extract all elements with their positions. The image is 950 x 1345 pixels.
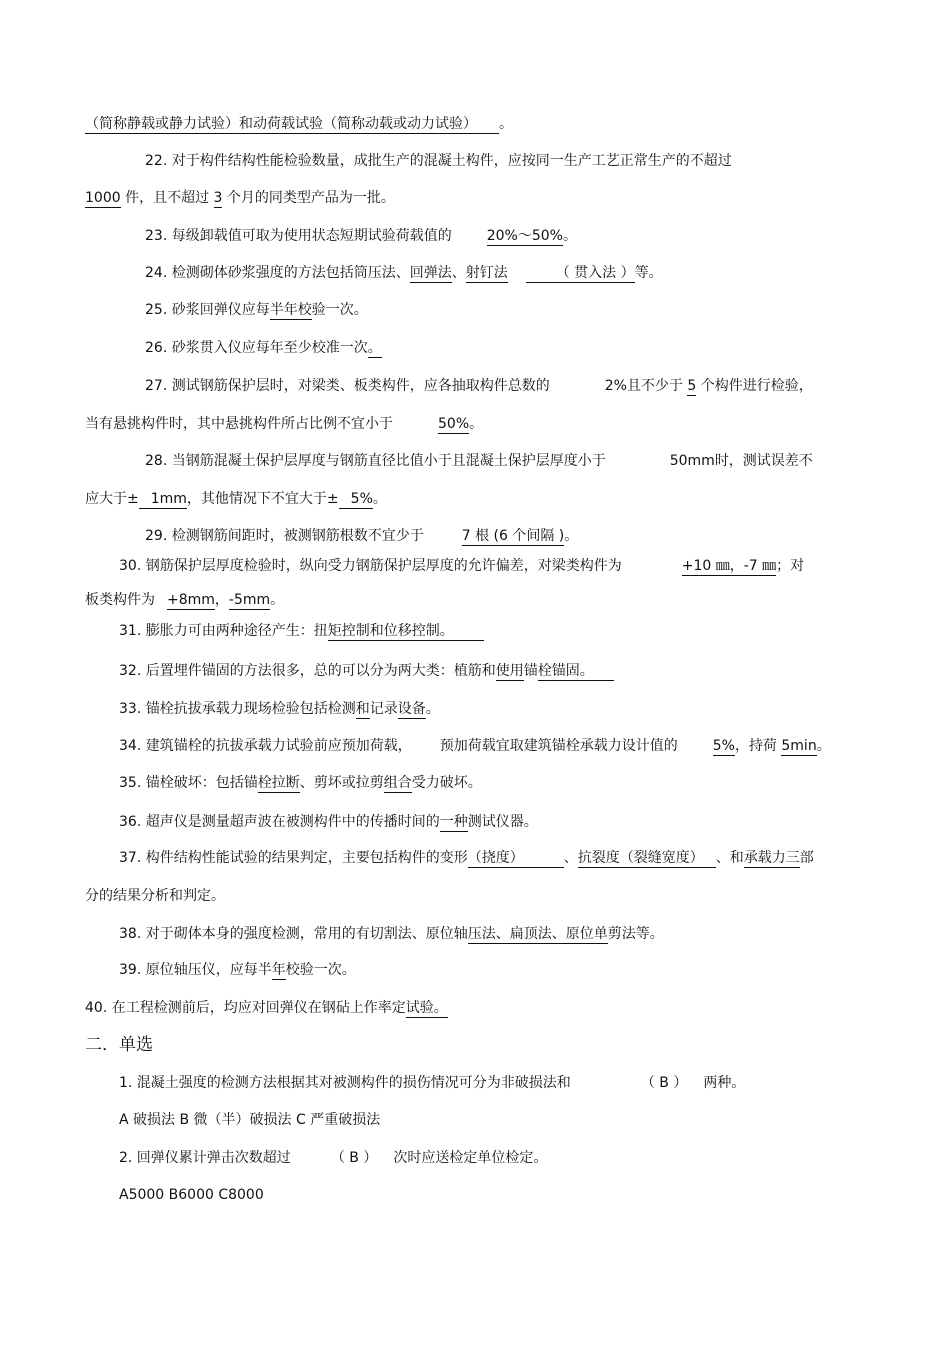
question-27: 27. 测试钢筋保护层时，对梁类、板类构件，应各抽取构件总数的 2%且不少于 5 个构件进行检验， bbox=[145, 378, 813, 394]
question-38: 38. 对于砌体本身的强度检测，常用的有切割法、原位轴压法、扁顶法、原位单剪法等。 bbox=[119, 926, 664, 942]
answer-blank: 1mm bbox=[139, 491, 187, 509]
question-28-line2: 应大于± 1mm，其他情况下不宜大于± 5%。 bbox=[85, 491, 387, 507]
answer-blank: 使用 bbox=[495, 663, 524, 679]
answer-blank: 5% bbox=[339, 491, 373, 509]
question-40: 40. 在工程检测前后，均应对回弹仪在钢砧上作率定试验。 bbox=[85, 1000, 448, 1016]
answer-blank: 50% bbox=[438, 416, 470, 432]
answer-blank: 抗裂度（裂缝宽度） bbox=[578, 850, 716, 868]
single-choice-1: 1. 混凝土强度的检测方法根据其对被测构件的损伤情况可分为非破损法和 （ B ） 两种。 bbox=[119, 1075, 746, 1091]
question-32: 32. 后置埋件锚固的方法很多，总的可以分为两大类：植筋和使用锚栓锚固。 bbox=[119, 661, 614, 681]
answer-blank: 年 bbox=[271, 962, 286, 978]
single-choice-1-options: A 破损法 B 微（半）破损法 C 严重破损法 bbox=[119, 1112, 381, 1128]
answer-blank: 半年校 bbox=[269, 302, 312, 318]
answer-blank: 设备 bbox=[397, 701, 426, 717]
section-heading: 二．单选 bbox=[85, 1035, 153, 1055]
answer-blank: 。 bbox=[367, 340, 382, 356]
answer-blank: 栓锚固。 bbox=[538, 663, 614, 681]
answer-blank: 射钉法 bbox=[465, 265, 508, 281]
answer-blank: 压法、扁顶法、原位单 bbox=[467, 926, 608, 942]
answer-blank: 和 bbox=[355, 701, 370, 717]
answer-blank: 栓拉断 bbox=[257, 775, 300, 791]
answer-blank: +10 ㎜，-7 ㎜ bbox=[681, 558, 777, 574]
answer-blank: 回弹法 bbox=[409, 265, 452, 281]
question-27-line2: 当有悬挑构件时，其中悬挑构件所占比例不宜小于 50%。 bbox=[85, 416, 484, 432]
question-37-line2: 分的结果分析和判定。 bbox=[85, 888, 225, 904]
answer-blank: 5 bbox=[687, 378, 697, 394]
answer-blank: 20%～50% bbox=[486, 228, 563, 244]
answer-blank: 1000 bbox=[85, 190, 121, 206]
question-26: 26. 砂浆贯入仪应每年至少校准一次。 bbox=[145, 340, 382, 356]
answer-blank: 5% bbox=[712, 738, 735, 754]
question-22-line2: 1000 件，且不超过 3 个月的同类型产品为一批。 bbox=[85, 190, 395, 206]
question-29: 29. 检测钢筋间距时，被测钢筋根数不宜少于 7 根 (6 个间隔 )。 bbox=[145, 528, 579, 544]
answer-blank: 7 根 (6 个间隔 ) bbox=[461, 528, 565, 544]
answer-blank: 一种 bbox=[439, 814, 468, 830]
question-25: 25. 砂浆回弹仪应每半年校验一次。 bbox=[145, 302, 368, 318]
question-28: 28. 当钢筋混凝土保护层厚度与钢筋直径比值小于且混凝土保护层厚度小于 50mm时，测试误差不 bbox=[145, 453, 813, 469]
answer-blank: （简称静载或静力试验）和动荷载试验（简称动载或动力试验） bbox=[85, 116, 499, 134]
answer-blank: 试验。 bbox=[405, 1000, 448, 1016]
question-31: 31. 膨胀力可由两种途径产生：扭矩控制和位移控制。 bbox=[119, 621, 484, 641]
answer-blank: 3 bbox=[213, 190, 223, 206]
question-23: 23. 每级卸载值可取为使用状态短期试验荷载值的 20%～50%。 bbox=[145, 228, 577, 244]
question-30-line2: 板类构件为 +8mm，-5mm。 bbox=[85, 592, 285, 608]
question-36: 36. 超声仪是测量超声波在被测构件中的传播时间的一种测试仪器。 bbox=[119, 814, 538, 830]
answer-blank: -5mm bbox=[228, 592, 271, 608]
question-30: 30. 钢筋保护层厚度检验时，纵向受力钢筋保护层厚度的允许偏差，对梁类构件为 +10 ㎜，-7 ㎜；对 bbox=[119, 558, 805, 574]
answer-blank: 承载力三 bbox=[743, 850, 800, 866]
single-choice-2-options: A5000 B6000 C8000 bbox=[119, 1187, 264, 1203]
answer-blank: 矩控制和位移控制。 bbox=[328, 623, 484, 641]
answer-choice: （ B ） bbox=[330, 1150, 378, 1166]
answer-blank: （ 贯入法 ） bbox=[526, 265, 635, 283]
question-33: 33. 锚栓抗拔承载力现场检验包括检测和记录设备。 bbox=[119, 701, 440, 717]
question-24: 24. 检测砌体砂浆强度的方法包括筒压法、回弹法、射钉法 （ 贯入法 ）等。 bbox=[145, 265, 663, 281]
answer-blank: +8mm bbox=[167, 592, 215, 608]
question-34: 34. 建筑锚栓的抗拔承载力试验前应预加荷载， 预加荷载宜取建筑锚栓承载力设计值的 5%，持荷 5min。 bbox=[119, 738, 831, 754]
question-21-continuation: （简称静载或静力试验）和动荷载试验（简称动载或动力试验） 。 bbox=[85, 116, 513, 132]
question-37: 37. 构件结构性能试验的结果判定，主要包括构件的变形（挠度） 、抗裂度（裂缝宽度） 、和承载力三部 bbox=[119, 850, 814, 866]
question-39: 39. 原位轴压仪，应每半年校验一次。 bbox=[119, 962, 356, 978]
answer-choice: （ B ） bbox=[640, 1075, 688, 1091]
single-choice-2: 2. 回弹仪累计弹击次数超过 （ B ） 次时应送检定单位检定。 bbox=[119, 1150, 548, 1166]
question-35: 35. 锚栓破坏：包括锚栓拉断、剪坏或拉剪组合受力破坏。 bbox=[119, 775, 482, 791]
answer-blank: 组合 bbox=[383, 775, 412, 791]
question-22: 22. 对于构件结构性能检验数量，成批生产的混凝土构件，应按同一生产工艺正常生产的不超过 bbox=[145, 153, 732, 169]
answer-blank: 5min bbox=[781, 738, 817, 754]
answer-blank: （挠度） bbox=[468, 850, 564, 868]
